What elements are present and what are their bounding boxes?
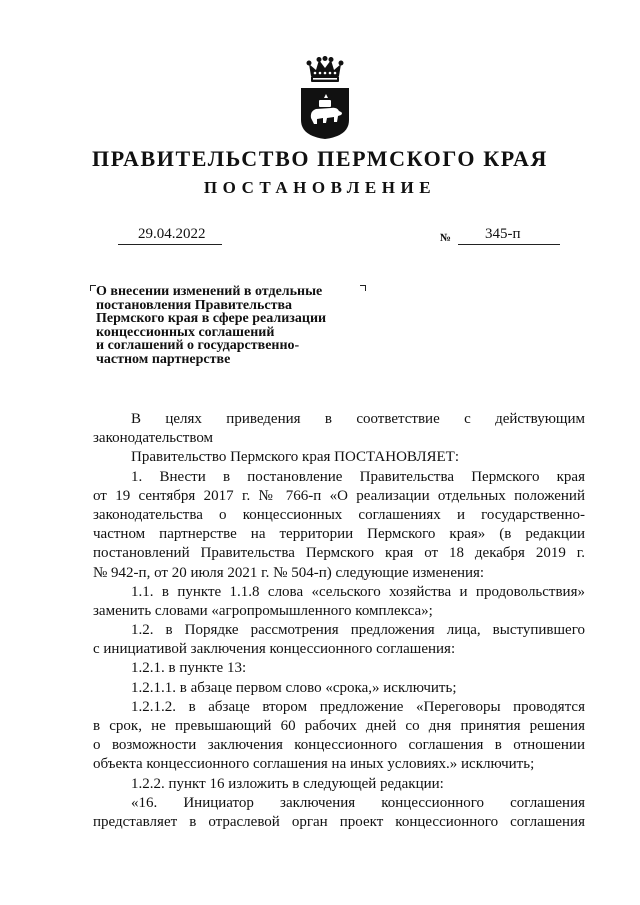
body-line: законодательства о концессионных соглашениях и государственно- [93,506,585,523]
body-line: о возможности заключения концессионного соглашения в отношении [93,737,585,754]
number-label: № [440,232,452,244]
body-line: 1. Внести в постановление Правительства Пермского края [131,468,585,485]
body-line: законодательством [93,430,214,447]
document-number: 345-п [485,226,521,242]
body-line: представляет в отраслевой орган проект концессионного соглашения [93,813,585,830]
body-line: В целях приведения в соответствие с действующим [131,411,585,427]
subject-line: частном партнерстве [96,351,231,367]
body-line: «16. Инициатор заключения концессионного соглашения [131,794,585,811]
body-line: объекта концессионного соглашения на иных условиях.» исключить; [93,756,535,773]
body-line: постановлений Правительства Пермского края от 18 декабря 2019 г. [93,545,585,562]
subject-line: постановления Правительства [96,297,292,313]
body-line: заменить словами «агропромышленного комплекса»; [93,602,433,619]
document-type: ПОСТАНОВЛЕНИЕ [203,178,437,197]
date-underline [118,244,222,245]
body-line: от 19 сентября 2017 г. № 766-п «О реализации отдельных положений [93,487,585,504]
document-date: 29.04.2022 [138,226,206,242]
body-line: с инициативой заключения концессионного соглашения: [93,641,456,658]
body-line: 1.1. в пункте 1.1.8 слова «сельского хозяйства и продовольствия» [131,583,585,600]
government-title: ПРАВИТЕЛЬСТВО ПЕРМСКОГО КРАЯ [92,146,548,171]
subject-line: концессионных соглашений [96,324,275,340]
subject-heading [96,285,366,366]
subject-line: Пермского края в сфере реализации [96,311,327,326]
body-line: в срок, не превышающий 60 рабочих дней со дня принятия решения [93,718,585,734]
body-line: 1.2.1.2. в абзаце втором предложение «Переговоры проводятся [131,698,585,715]
body-line: 1.2. в Порядке рассмотрения предложения лица, выступившего [131,622,585,639]
body-line: частном партнерстве на территории Пермского края» (в редакции [93,526,585,543]
body-line: Правительство Пермского края ПОСТАНОВЛЯЕТ: [131,449,460,466]
body-line: № 942-п, от 20 июля 2021 г. № 504-п) следующие изменения: [93,564,485,581]
subject-line: О внесении изменений в отдельные [96,284,323,299]
body-line: 1.2.1.1. в абзаце первом слово «срока,» исключить; [131,679,457,696]
number-underline [458,244,560,245]
document-body [93,410,585,832]
body-line: 1.2.1. в пункте 13: [131,660,247,677]
body-line: 1.2.2. пункт 16 изложить в следующей редакции: [131,775,444,792]
subject-line: и соглашений о государственно- [96,338,300,353]
coat-of-arms-emblem [297,56,353,140]
